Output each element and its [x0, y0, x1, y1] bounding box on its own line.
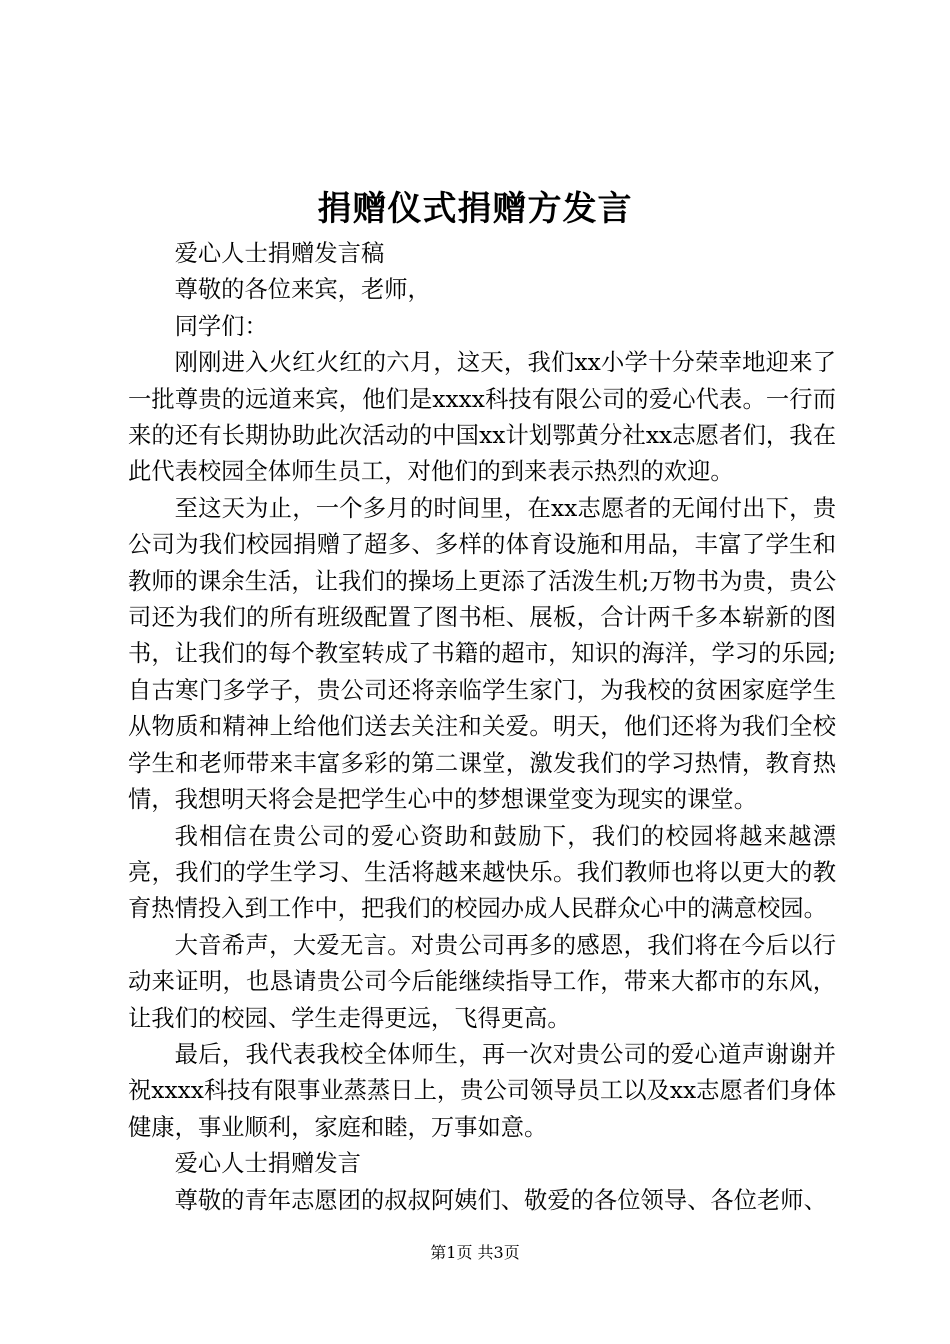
paragraph-belief: 我相信在贵公司的爱心资助和鼓励下，我们的校园将越来越漂亮，我们的学生学习、生活将越来越快乐。我们教师也将以更大的教育热情投入到工作中，把我们的校园办成人民群众心中的满意校园。 — [128, 822, 836, 923]
paragraph-welcome: 刚刚进入火红火红的六月，这天，我们xx小学十分荣幸地迎来了一批尊贵的远道来宾，他们是xxxx科技有限公司的爱心代表。一行而来的还有长期协助此次活动的中国xx计划鄂黄分社xx志愿者们，我在此代表校园全体师生员工，对他们的到来表示热烈的欢迎。 — [128, 349, 836, 486]
paragraph-second-heading: 爱心人士捐赠发言 — [174, 1150, 361, 1178]
paragraph-salutation-cont: 同学们： — [174, 312, 268, 340]
paragraph-second-salutation: 尊敬的青年志愿团的叔叔阿姨们、敬爱的各位领导、各位老师、 — [174, 1186, 827, 1214]
paragraph-salutation: 尊敬的各位来宾，老师， — [174, 276, 431, 304]
paragraph-gratitude: 大音希声，大爱无言。对贵公司再多的感恩，我们将在今后以行动来证明，也恳请贵公司今后能继续指导工作，带来大都市的东风，让我们的校园、学生走得更远，飞得更高。 — [128, 931, 836, 1032]
document-title: 捐赠仪式捐赠方发言 — [317, 189, 633, 229]
document-body — [128, 236, 836, 1219]
page-number-footer: 第1页 共3页 — [430, 1243, 520, 1262]
paragraph-heading: 爱心人士捐赠发言稿 — [174, 240, 385, 267]
paragraph-closing: 最后，我代表我校全体师生，再一次对贵公司的爱心道声谢谢并祝xxxx科技有限事业蒸蒸日上，贵公司领导员工以及xx志愿者们身体健康，事业顺利，家庭和睦，万事如意。 — [128, 1040, 836, 1141]
paragraph-donations: 至这天为止，一个多月的时间里，在xx志愿者的无闻付出下，贵公司为我们校园捐赠了超多、多样的体育设施和用品，丰富了学生和教师的课余生活，让我们的操场上更添了活泼生机;万物书为贵，贵公司还为我们的所有班级配置了图书柜、展板，合计两千多本崭新的图书，让我们的每个教室转成了书籍的超市，知识的海洋，学习的乐园;自古寒门多学子，贵公司还将亲临学生家门，为我校的贫困家庭学生从物质和精神上给他们送去关注和关爱。明天，他们还将为我们全校学生和老师带来丰富多彩的第二课堂，激发我们的学习热情，教育热情，我想明天将会是把学生心中的梦想课堂变为现实的课堂。 — [128, 494, 836, 814]
